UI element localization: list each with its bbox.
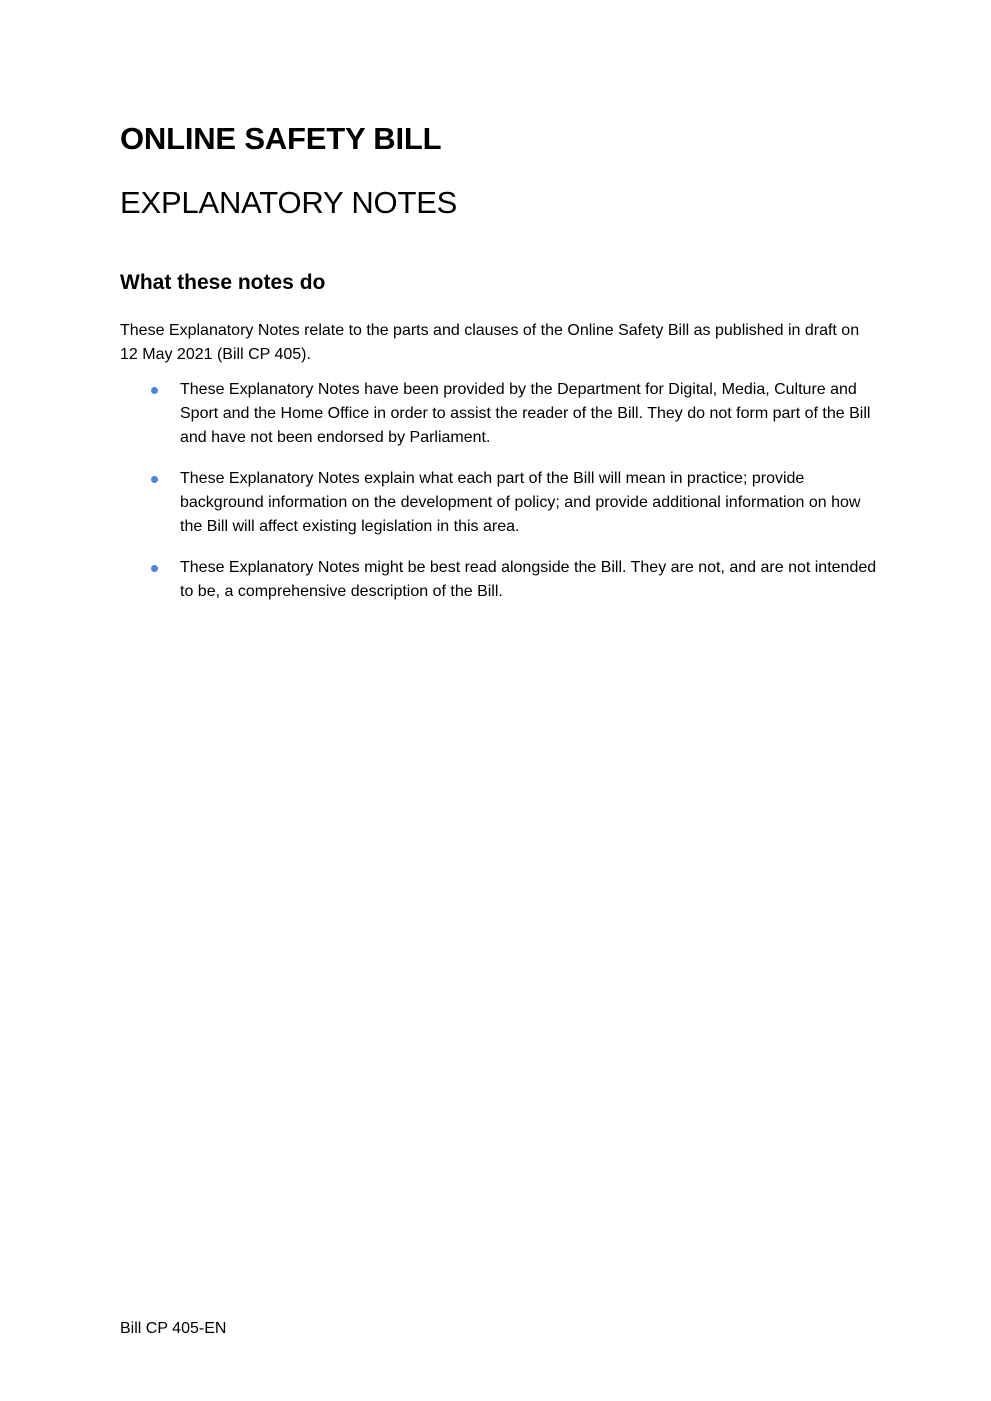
bullet-item-3	[120, 556, 880, 604]
bullet-text-1: These Explanatory Notes have been provided by the Department for Digital, Media, Culture and Sport and the Home Office in order to assist the reader of the Bill. They do not form part of the Bill and have not been endorsed by Parliament.	[180, 381, 871, 446]
document-subtitle: EXPLANATORY NOTES	[120, 185, 458, 220]
bullet-dot-icon	[151, 565, 158, 572]
footer-reference: Bill CP 405-EN	[120, 1320, 227, 1337]
bullet-list	[120, 378, 880, 621]
section-heading: What these notes do	[120, 271, 326, 294]
bullet-text-2: These Explanatory Notes explain what each part of the Bill will mean in practice; provide background information on the development of policy; and provide additional information on how the Bill will affect existing legislation in this area.	[180, 470, 861, 535]
bullet-text-3: These Explanatory Notes might be best read alongside the Bill. They are not, and are not intended to be, a comprehensive description of the Bill.	[180, 559, 877, 600]
bullet-item-2	[120, 467, 880, 539]
bullet-item-1	[120, 378, 880, 450]
bullet-dot-icon	[151, 387, 158, 394]
bullet-dot-icon	[151, 476, 158, 483]
intro-paragraph: These Explanatory Notes relate to the parts and clauses of the Online Safety Bill as published in draft on 12 May 2021 (Bill CP 405).	[120, 322, 860, 363]
document-title: ONLINE SAFETY BILL	[120, 121, 442, 156]
